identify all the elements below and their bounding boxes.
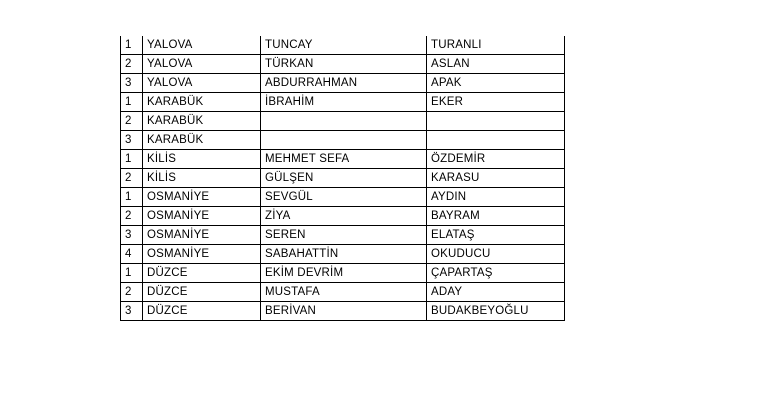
province-cell: DÜZCE (143, 283, 261, 302)
table-row (121, 112, 565, 131)
row-number-cell: 1 (121, 150, 143, 169)
table-row (121, 93, 565, 112)
first-name-cell: İBRAHİM (261, 93, 427, 112)
province-cell: KİLİS (143, 150, 261, 169)
table-row (121, 74, 565, 93)
last-name-cell: ELATAŞ (427, 226, 565, 245)
province-cell: YALOVA (143, 74, 261, 93)
table-row (121, 283, 565, 302)
row-number-cell: 2 (121, 112, 143, 131)
province-cell: OSMANİYE (143, 188, 261, 207)
last-name-cell: EKER (427, 93, 565, 112)
table-body (121, 36, 565, 321)
row-number-cell: 1 (121, 264, 143, 283)
last-name-cell: ASLAN (427, 55, 565, 74)
first-name-cell: TÜRKAN (261, 55, 427, 74)
last-name-cell: KARASU (427, 169, 565, 188)
last-name-cell: TURANLI (427, 36, 565, 55)
last-name-cell: AYDIN (427, 188, 565, 207)
first-name-cell: MEHMET SEFA (261, 150, 427, 169)
province-cell: YALOVA (143, 36, 261, 55)
last-name-cell: BUDAKBEYOĞLU (427, 302, 565, 321)
row-number-cell: 1 (121, 93, 143, 112)
first-name-cell (261, 112, 427, 131)
first-name-cell (261, 131, 427, 150)
last-name-cell: ÖZDEMİR (427, 150, 565, 169)
row-number-cell: 3 (121, 302, 143, 321)
first-name-cell: SABAHATTİN (261, 245, 427, 264)
row-number-cell: 3 (121, 131, 143, 150)
province-cell: KARABÜK (143, 112, 261, 131)
table-row (121, 169, 565, 188)
candidate-table (120, 36, 565, 321)
table-row (121, 188, 565, 207)
table-row (121, 207, 565, 226)
last-name-cell (427, 112, 565, 131)
first-name-cell: ZİYA (261, 207, 427, 226)
table-row (121, 55, 565, 74)
province-cell: OSMANİYE (143, 226, 261, 245)
first-name-cell: BERİVAN (261, 302, 427, 321)
first-name-cell: GÜLŞEN (261, 169, 427, 188)
row-number-cell: 2 (121, 55, 143, 74)
last-name-cell: ÇAPARTAŞ (427, 264, 565, 283)
first-name-cell: SEREN (261, 226, 427, 245)
first-name-cell: SEVGÜL (261, 188, 427, 207)
last-name-cell: ADAY (427, 283, 565, 302)
province-cell: KARABÜK (143, 131, 261, 150)
row-number-cell: 4 (121, 245, 143, 264)
row-number-cell: 3 (121, 74, 143, 93)
row-number-cell: 1 (121, 188, 143, 207)
province-cell: DÜZCE (143, 302, 261, 321)
row-number-cell: 2 (121, 207, 143, 226)
table-row (121, 150, 565, 169)
row-number-cell: 1 (121, 36, 143, 55)
table-row (121, 264, 565, 283)
province-cell: OSMANİYE (143, 207, 261, 226)
province-cell: KARABÜK (143, 93, 261, 112)
table-row (121, 36, 565, 55)
table-row (121, 131, 565, 150)
first-name-cell: MUSTAFA (261, 283, 427, 302)
last-name-cell: OKUDUCU (427, 245, 565, 264)
row-number-cell: 2 (121, 169, 143, 188)
table-row (121, 302, 565, 321)
table-row (121, 226, 565, 245)
last-name-cell: APAK (427, 74, 565, 93)
province-cell: OSMANİYE (143, 245, 261, 264)
table-row (121, 245, 565, 264)
first-name-cell: ABDURRAHMAN (261, 74, 427, 93)
first-name-cell: TUNCAY (261, 36, 427, 55)
province-cell: YALOVA (143, 55, 261, 74)
last-name-cell: BAYRAM (427, 207, 565, 226)
row-number-cell: 2 (121, 283, 143, 302)
spreadsheet-area (120, 36, 565, 321)
province-cell: KİLİS (143, 169, 261, 188)
last-name-cell (427, 131, 565, 150)
first-name-cell: EKİM DEVRİM (261, 264, 427, 283)
row-number-cell: 3 (121, 226, 143, 245)
province-cell: DÜZCE (143, 264, 261, 283)
